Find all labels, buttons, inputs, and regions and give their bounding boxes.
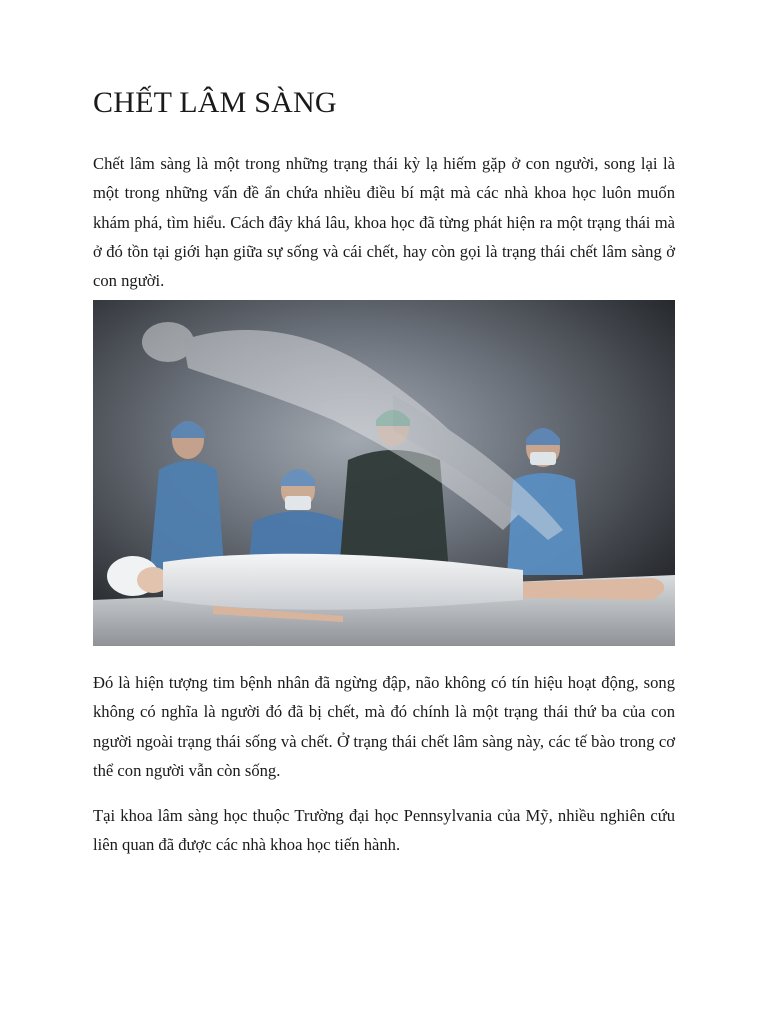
paragraph-phenomenon: Đó là hiện tượng tim bệnh nhân đã ngừng đập, não không có tín hiệu hoạt động, song không có nghĩa là người đó đã bị chết, mà đó chính là một trạng thái thứ ba của con người ngoài trạng thái sống và chết. Ở trạng thái chết lâm sàng này, các tế bào trong cơ thể con người vẫn còn sống. [93, 673, 675, 780]
paragraph-research: Tại khoa lâm sàng học thuộc Trường đại học Pennsylvania của Mỹ, nhiều nghiên cứu liên quan đã được các nhà khoa học tiến hành. [93, 806, 675, 855]
paragraph-intro: Chết lâm sàng là một trong những trạng thái kỳ lạ hiếm gặp ở con người, song lại là một trong những vấn đề ẩn chứa nhiều điều bí mật mà các nhà khoa học luôn muốn khám phá, tìm hiểu. Cách đây khá lâu, khoa học đã từng phát hiện ra một trạng thái mà ở đó tồn tại giới hạn giữa sự sống và cái chết, hay còn gọi là trạng thái chết lâm sàng ở con người. [93, 154, 675, 291]
illustration-photo [93, 300, 675, 646]
page-title: CHẾT LÂM SÀNG [93, 86, 337, 119]
